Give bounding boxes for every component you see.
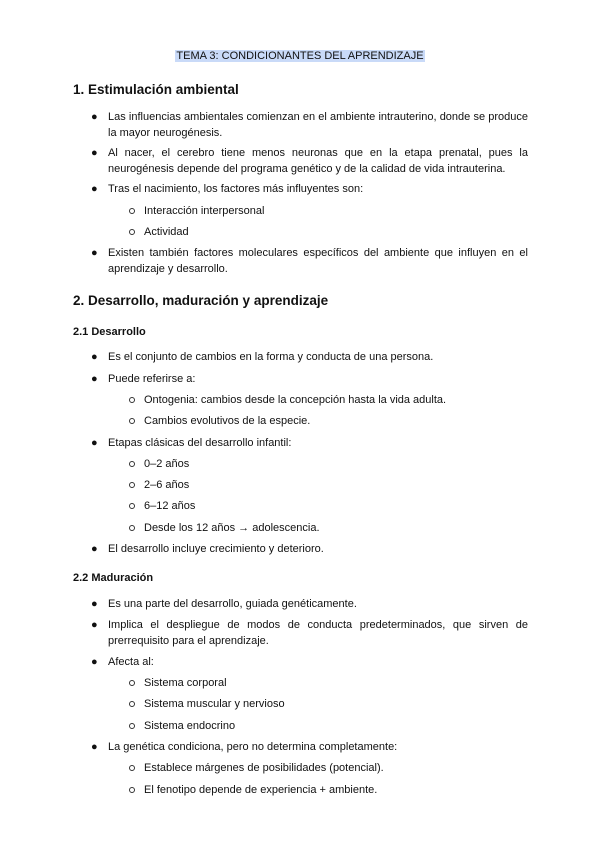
list-item: ● Puede referirse a: xyxy=(91,373,196,385)
bullet-icon: ● xyxy=(91,598,98,610)
list-item: ● Las influencias ambientales comienzan en el ambiente intrauterino, donde se produce la mayor neurogénesis. xyxy=(91,111,528,139)
section-1-heading: 1. Estimulación ambiental xyxy=(73,82,239,97)
section-2-heading: 2. Desarrollo, maduración y aprendizaje xyxy=(73,293,329,308)
circle-bullet-icon xyxy=(129,701,135,707)
subsection-2-2-heading: 2.2 Maduración xyxy=(73,572,154,584)
circle-bullet-icon xyxy=(129,787,135,793)
bullet-icon: ● xyxy=(91,656,98,668)
list-item: ● Afecta al: xyxy=(91,656,154,668)
circle-bullet-icon xyxy=(129,397,135,403)
circle-bullet-icon xyxy=(129,418,135,424)
circle-bullet-icon xyxy=(129,765,135,771)
sub-list-item: Sistema endocrino xyxy=(144,718,528,734)
list-item: ● Etapas clásicas del desarrollo infantil: xyxy=(91,437,292,449)
bullet-icon: ● xyxy=(91,111,98,123)
sub-list-item: Actividad xyxy=(144,224,528,240)
list-item: ● El desarrollo incluye crecimiento y deterioro. xyxy=(91,543,324,555)
list-item: ● Tras el nacimiento, los factores más influyentes son: xyxy=(91,183,364,195)
circle-bullet-icon xyxy=(129,680,135,686)
sub-list-item: Interacción interpersonal xyxy=(144,203,528,219)
bullet-icon: ● xyxy=(91,183,98,195)
sub-list-item: El fenotipo depende de experiencia + ambiente. xyxy=(144,782,528,798)
circle-bullet-icon xyxy=(129,461,135,467)
bullet-icon: ● xyxy=(91,543,98,555)
bullet-icon: ● xyxy=(91,147,98,159)
circle-bullet-icon xyxy=(129,208,135,214)
sub-list-item: Ontogenia: cambios desde la concepción hasta la vida adulta. xyxy=(144,392,528,408)
bullet-icon: ● xyxy=(91,619,98,631)
circle-bullet-icon xyxy=(129,723,135,729)
bullet-icon: ● xyxy=(91,351,98,363)
document-title: TEMA 3: CONDICIONANTES DEL APRENDIZAJE xyxy=(176,50,424,62)
list-item: ● Al nacer, el cerebro tiene menos neuronas que en la etapa prenatal, pues la neurogénesis depende del programa genético y de la calidad de vida intrauterina. xyxy=(91,147,528,175)
sub-list-item: 6–12 años xyxy=(144,498,528,514)
list-item: ● Implica el despliegue de modos de conducta predeterminados, que sirven de prerrequisito para el aprendizaje. xyxy=(91,619,528,647)
sub-list-item: Establece márgenes de posibilidades (potencial). xyxy=(144,760,528,776)
sub-list-item: Sistema corporal xyxy=(144,675,528,691)
bullet-icon: ● xyxy=(91,437,98,449)
circle-bullet-icon xyxy=(129,503,135,509)
subsection-2-1-heading: 2.1 Desarrollo xyxy=(73,326,146,338)
list-item: ● La genética condiciona, pero no determina completamente: xyxy=(91,741,398,753)
sub-list-item: 0–2 años xyxy=(144,456,528,472)
circle-bullet-icon xyxy=(129,229,135,235)
sub-list-item: Desde los 12 años → adolescencia. xyxy=(144,520,528,536)
circle-bullet-icon xyxy=(129,482,135,488)
sub-list-item: 2–6 años xyxy=(144,477,528,493)
list-item: ● Es el conjunto de cambios en la forma y conducta de una persona. xyxy=(91,351,434,363)
circle-bullet-icon xyxy=(129,525,135,531)
bullet-icon: ● xyxy=(91,741,98,753)
list-item: ● Existen también factores moleculares específicos del ambiente que influyen en el aprendizaje y desarrollo. xyxy=(91,247,528,275)
bullet-icon: ● xyxy=(91,247,98,259)
sub-list-item: Sistema muscular y nervioso xyxy=(144,696,528,712)
bullet-icon: ● xyxy=(91,373,98,385)
list-item: ● Es una parte del desarrollo, guiada genéticamente. xyxy=(91,598,357,610)
sub-list-item: Cambios evolutivos de la especie. xyxy=(144,413,528,429)
